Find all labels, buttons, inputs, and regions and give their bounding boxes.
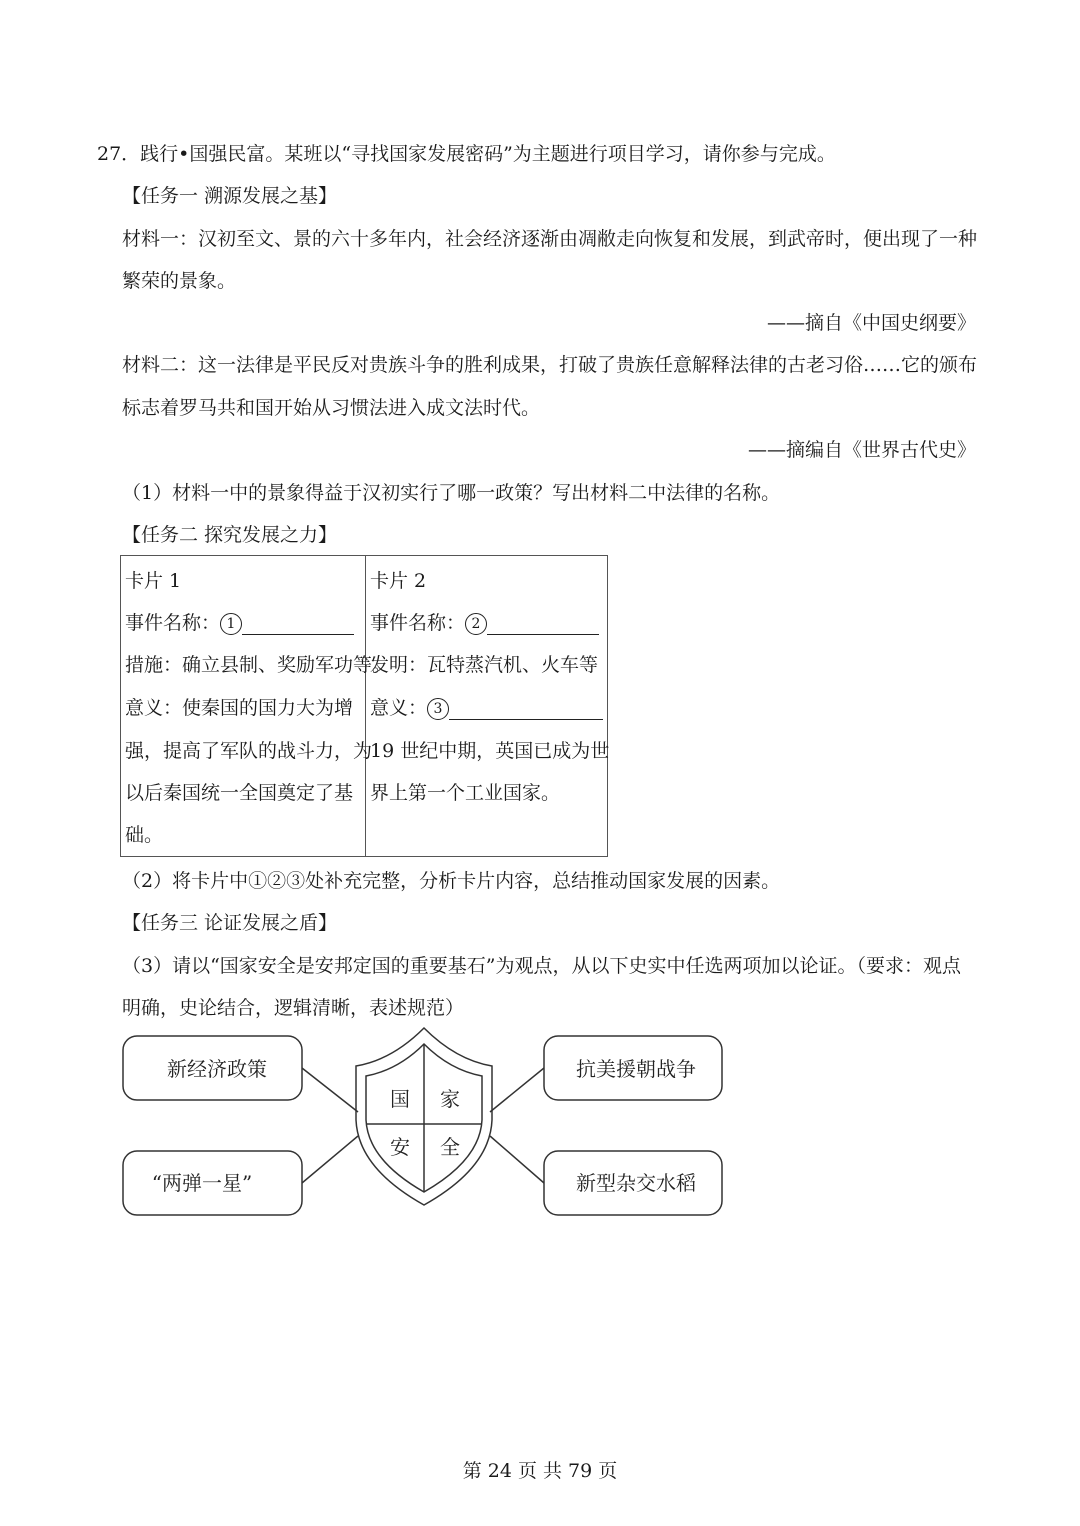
box-label-hybrid-rice: 新型杂交水稻: [576, 1171, 696, 1195]
connector-top-right: [490, 1068, 544, 1112]
connector-bottom-right: [490, 1136, 544, 1183]
page-footer: 第 24 页 共 79 页: [462, 1460, 618, 1482]
card1-event-label: 事件名称：: [125, 612, 221, 634]
card2-meaning-l3: 界上第一个工业国家。: [370, 782, 561, 804]
box-label-resist-us-aid-korea: 抗美援朝战争: [576, 1057, 696, 1081]
material1-line1: 材料一：汉初至文、景的六十多年内，社会经济逐渐由凋敝走向恢复和发展，到武帝时，便出现了一种: [122, 228, 978, 250]
card1-meaning-l2: 强，提高了军队的战斗力，为: [125, 740, 373, 762]
question-3-line1: （3）请以“国家安全是安邦定国的重要基石”为观点，从以下史实中任选两项加以论证。（要求：观点: [122, 955, 962, 977]
card1-meaning-l1: 意义：使秦国的国力大为增: [125, 697, 354, 719]
circled-number-3: 3: [427, 698, 449, 720]
card1-title: 卡片 1: [125, 570, 182, 592]
card1-meaning-l3: 以后秦国统一全国奠定了基: [125, 782, 354, 804]
question-1: （1）材料一中的景象得益于汉初实行了哪一政策？写出材料二中法律的名称。: [122, 482, 781, 504]
box-label-two-bombs-one-satellite: “两弹一星”: [151, 1171, 253, 1195]
material1-source: ——摘自《中国史纲要》: [766, 312, 976, 334]
task1-heading: 【任务一 溯源发展之基】: [122, 185, 338, 207]
shield-char-guo: 国: [390, 1087, 410, 1111]
connector-bottom-left: [302, 1136, 358, 1183]
task3-heading: 【任务三 论证发展之盾】: [122, 912, 338, 934]
material1-line2: 繁荣的景象。: [122, 270, 237, 292]
card1-measures: 措施：确立县制、奖励军功等。: [125, 654, 392, 676]
connector-top-left: [302, 1068, 358, 1112]
card2-meaning-l2: 19 世纪中期，英国已成为世: [370, 740, 610, 762]
card1-meaning-l4: 础。: [125, 824, 164, 846]
material2-line1: 材料二：这一法律是平民反对贵族斗争的胜利成果，打破了贵族任意解释法律的古老习俗……它的颁布: [122, 354, 978, 376]
question-3-line2: 明确，史论结合，逻辑清晰，表述规范）: [122, 997, 465, 1019]
question-2: （2）将卡片中①②③处补充完整，分析卡片内容，总结推动国家发展的因素。: [122, 870, 781, 892]
shield-char-jia: 家: [440, 1087, 460, 1111]
card2-title: 卡片 2: [370, 570, 427, 592]
circled-number-1: 1: [220, 613, 242, 635]
question-stem: 27．践行•国强民富。某班以“寻找国家发展密码”为主题进行项目学习，请你参与完成。: [97, 143, 836, 165]
card2-event-label: 事件名称：: [370, 612, 466, 634]
box-label-new-economic-policy: 新经济政策: [167, 1057, 267, 1081]
shield-char-an: 安: [390, 1135, 410, 1159]
circled-number-2: 2: [465, 613, 487, 635]
task2-heading: 【任务二 探究发展之力】: [122, 524, 338, 546]
material2-source: ——摘编自《世界古代史》: [747, 439, 976, 461]
shield-char-quan: 全: [440, 1135, 460, 1159]
card2-inventions: 发明：瓦特蒸汽机、火车等: [370, 654, 599, 676]
card2-meaning-label: 意义：: [370, 697, 428, 719]
material2-line2: 标志着罗马共和国开始从习惯法进入成文法时代。: [122, 397, 541, 419]
